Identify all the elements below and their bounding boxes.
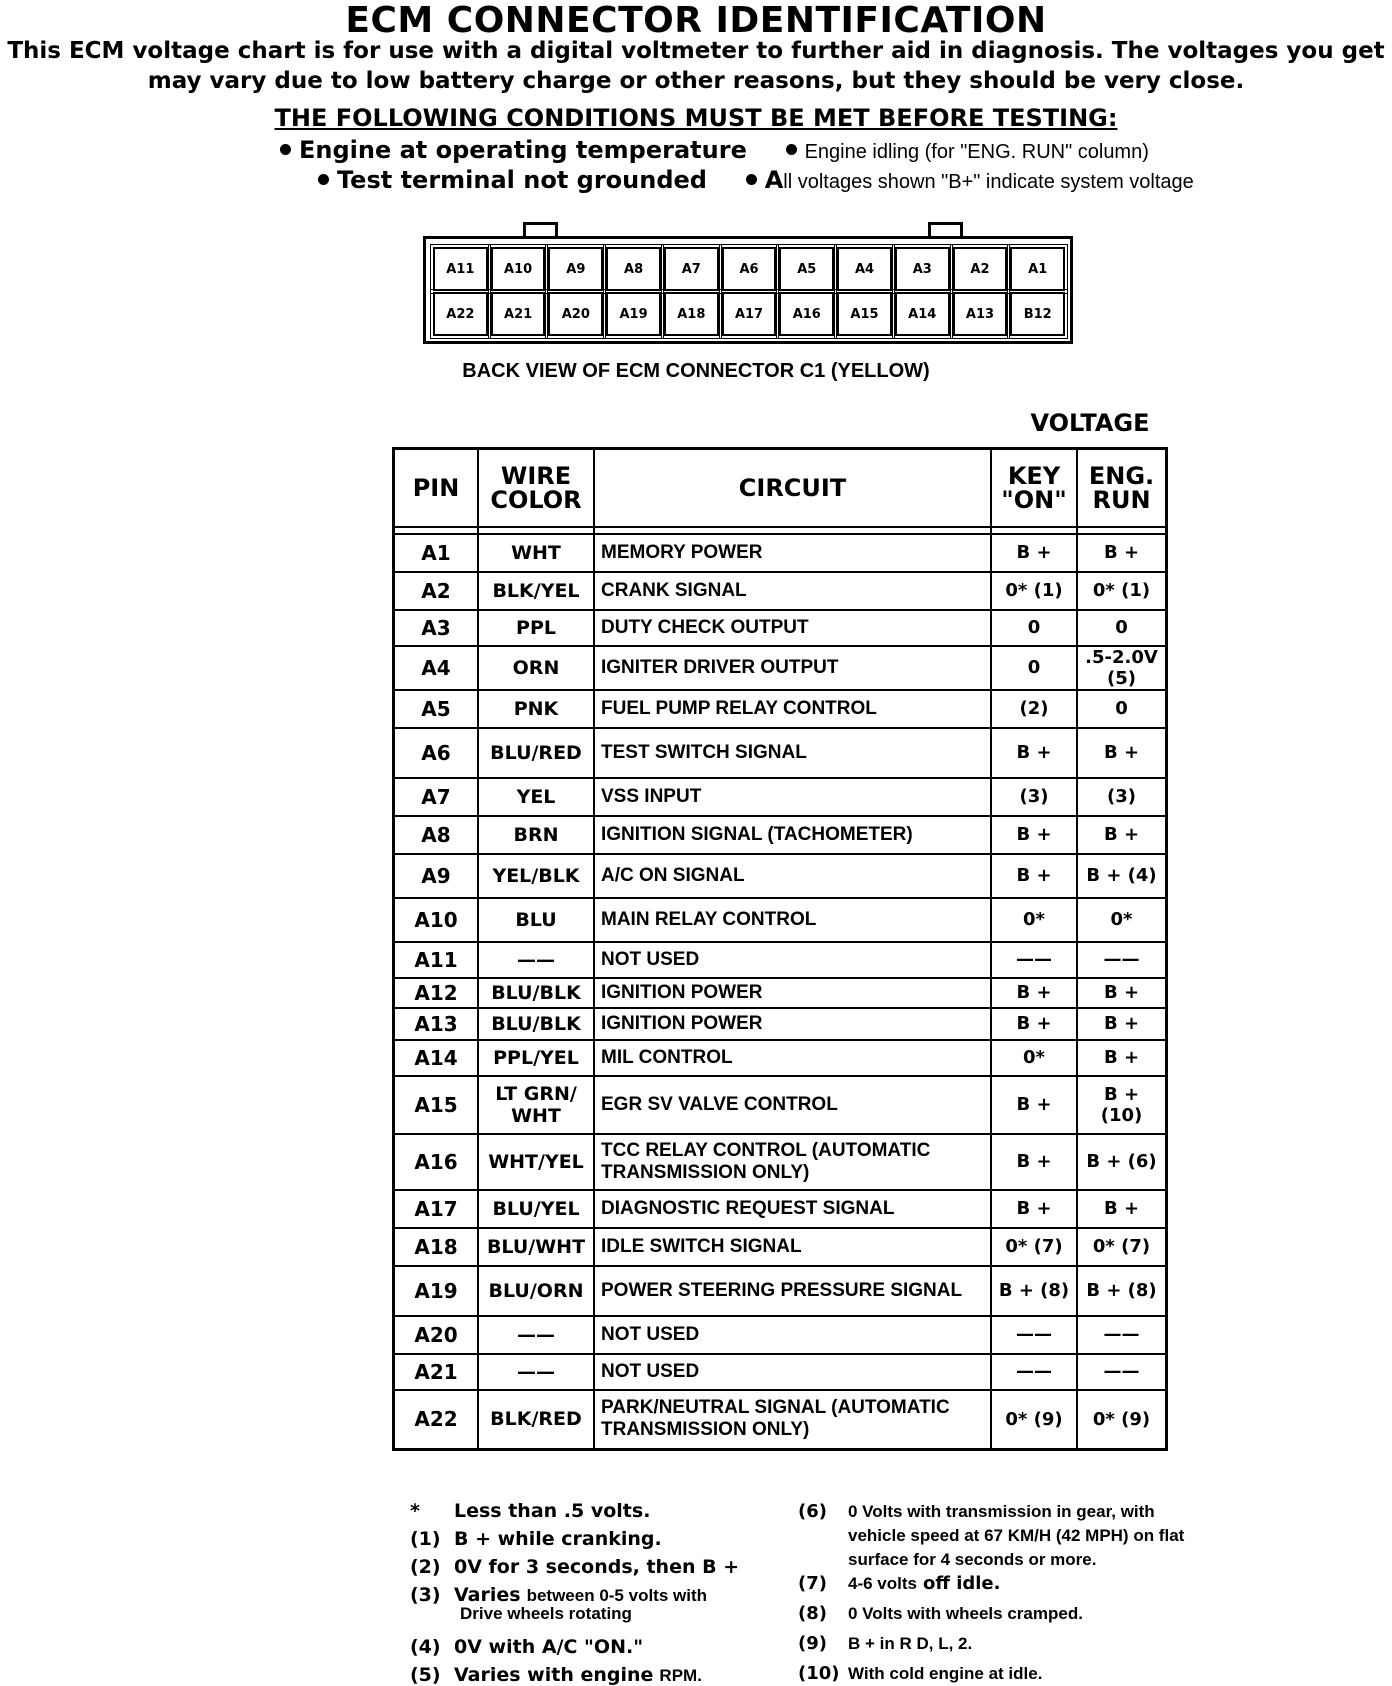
bullet-icon	[786, 144, 797, 155]
circuit-cell: IGNITER DRIVER OUTPUT	[594, 646, 991, 690]
table-row	[394, 1390, 1167, 1450]
key-on-voltage-cell: 0*	[991, 1040, 1077, 1076]
footnote-symbol: (10)	[798, 1663, 840, 1684]
key-on-voltage-cell: B +	[991, 728, 1077, 778]
footnote	[798, 1572, 1000, 1596]
connector-pin: A18	[664, 292, 719, 336]
pin-cell: A7	[394, 778, 479, 816]
key-on-voltage-cell: 0*	[991, 898, 1077, 942]
table-row	[394, 1354, 1167, 1390]
condition-test-terminal: Test terminal not grounded	[337, 166, 707, 194]
footnote-symbol: (5)	[410, 1664, 441, 1686]
connector-pin: A17	[722, 292, 777, 336]
footnote-text: 0V with A/C "ON."	[454, 1636, 644, 1658]
connector-pin: A10	[491, 247, 546, 291]
wire-color-cell: ——	[478, 1316, 594, 1354]
footnote	[798, 1602, 1083, 1626]
key-on-voltage-cell: ——	[991, 942, 1077, 978]
circuit-cell: IDLE SWITCH SIGNAL	[594, 1228, 991, 1266]
table-row	[394, 978, 1167, 1008]
footnote	[410, 1528, 662, 1550]
condition-voltage-b-letter: A	[764, 166, 784, 194]
table-row	[394, 816, 1167, 854]
pin-cell: A17	[394, 1190, 479, 1228]
connector-pin: A8	[606, 247, 661, 291]
eng-run-voltage-cell: B +	[1077, 1040, 1167, 1076]
key-on-voltage-cell: B +	[991, 534, 1077, 572]
table-row	[394, 646, 1167, 690]
footnote	[410, 1556, 739, 1578]
connector-pin: A9	[548, 247, 603, 291]
pin-cell: A8	[394, 816, 479, 854]
footnote-line-2: Drive wheels rotating	[460, 1604, 632, 1623]
circuit-cell: TEST SWITCH SIGNAL	[594, 728, 991, 778]
pin-cell: A21	[394, 1354, 479, 1390]
wire-color-cell: ——	[478, 942, 594, 978]
table-row	[394, 1316, 1167, 1354]
wire-color-cell: WHT/YEL	[478, 1134, 594, 1190]
eng-run-voltage-cell: B +	[1077, 534, 1167, 572]
header-eng-run	[1077, 449, 1167, 527]
connector-pin: B12	[1010, 292, 1065, 336]
key-on-voltage-cell: B +	[991, 978, 1077, 1008]
footnote	[410, 1664, 702, 1686]
conditions-heading: THE FOLLOWING CONDITIONS MUST BE MET BEFORE TESTING:	[274, 104, 1118, 132]
wire-color-cell: PNK	[478, 690, 594, 728]
eng-run-voltage-cell: ——	[1077, 942, 1167, 978]
header-key-line-1: KEY	[1007, 461, 1061, 490]
header-wire-color	[478, 449, 594, 527]
footnote-text: B + while cranking.	[454, 1528, 662, 1550]
header-key-on	[991, 449, 1077, 527]
circuit-cell: FUEL PUMP RELAY CONTROL	[594, 690, 991, 728]
footnote	[798, 1662, 1042, 1686]
condition-row-2	[318, 166, 1194, 194]
footnote-text: 4-6 volts	[848, 1574, 917, 1593]
key-on-voltage-cell: 0* (9)	[991, 1390, 1077, 1450]
eng-run-voltage-cell: B +	[1077, 1190, 1167, 1228]
connector-pin: A5	[779, 247, 834, 291]
connector-pin: A21	[491, 292, 546, 336]
connector-pin: A3	[895, 247, 950, 291]
footnote	[798, 1500, 1184, 1572]
wire-color-cell: BLU/BLK	[478, 1008, 594, 1040]
pin-cell: A22	[394, 1390, 479, 1450]
wire-color-cell: BRN	[478, 816, 594, 854]
connector-pin: A22	[433, 292, 488, 336]
footnote-small-text: between 0-5 volts with	[526, 1586, 708, 1605]
connector-pin: A7	[664, 247, 719, 291]
eng-run-voltage-cell: B + (10)	[1077, 1076, 1167, 1134]
eng-run-voltage-cell: ——	[1077, 1316, 1167, 1354]
table-header-row	[394, 449, 1167, 527]
table-row	[394, 1008, 1167, 1040]
table-body	[394, 534, 1167, 1450]
pin-cell: A15	[394, 1076, 479, 1134]
table-row	[394, 1228, 1167, 1266]
footnote	[410, 1584, 707, 1624]
eng-run-voltage-cell: 0	[1077, 610, 1167, 646]
condition-row-1	[280, 136, 1149, 164]
connector-pin: A19	[606, 292, 661, 336]
table-row	[394, 534, 1167, 572]
circuit-cell: NOT USED	[594, 942, 991, 978]
header-separator	[394, 527, 1167, 534]
header-key-line-2: "ON"	[1001, 485, 1067, 514]
pin-cell: A1	[394, 534, 479, 572]
table-row	[394, 1076, 1167, 1134]
header-pin: PIN	[394, 449, 479, 527]
header-wire-line-2: COLOR	[490, 485, 582, 514]
circuit-cell: TCC RELAY CONTROL (AUTOMATIC TRANSMISSION ONLY)	[594, 1134, 991, 1190]
circuit-cell: POWER STEERING PRESSURE SIGNAL	[594, 1266, 991, 1316]
wire-color-cell: BLK/RED	[478, 1390, 594, 1450]
header-eng-line-2: RUN	[1092, 485, 1151, 514]
wire-color-cell: YEL	[478, 778, 594, 816]
key-on-voltage-cell: B +	[991, 1134, 1077, 1190]
footnote-symbol: (6)	[798, 1501, 827, 1522]
connector-pin: A1	[1010, 247, 1065, 291]
table-row	[394, 610, 1167, 646]
page-title: ECM CONNECTOR IDENTIFICATION	[345, 0, 1047, 41]
eng-run-voltage-cell: B + (6)	[1077, 1134, 1167, 1190]
footnote-small-text: RPM.	[659, 1666, 702, 1685]
header-circuit: CIRCUIT	[594, 449, 991, 527]
table-row	[394, 1190, 1167, 1228]
footnote	[798, 1632, 972, 1656]
connector-pin: A6	[722, 247, 777, 291]
connector-pin: A15	[837, 292, 892, 336]
eng-run-voltage-cell: B + (8)	[1077, 1266, 1167, 1316]
wire-color-cell: BLU/ORN	[478, 1266, 594, 1316]
pin-cell: A10	[394, 898, 479, 942]
pin-cell: A11	[394, 942, 479, 978]
pin-cell: A14	[394, 1040, 479, 1076]
footnote-symbol: (1)	[410, 1528, 441, 1550]
connector-pin: A13	[953, 292, 1008, 336]
key-on-voltage-cell: 0	[991, 610, 1077, 646]
table-row	[394, 898, 1167, 942]
footnote-text: With cold engine at idle.	[848, 1664, 1043, 1683]
circuit-cell: VSS INPUT	[594, 778, 991, 816]
eng-run-voltage-cell: 0* (7)	[1077, 1228, 1167, 1266]
connector-pin: A20	[548, 292, 603, 336]
circuit-cell: PARK/NEUTRAL SIGNAL (AUTOMATIC TRANSMISSION ONLY)	[594, 1390, 991, 1450]
pin-cell: A4	[394, 646, 479, 690]
connector-pin: A2	[953, 247, 1008, 291]
intro-line-2: may vary due to low battery charge or other reasons, but they should be very close.	[147, 68, 1245, 94]
footnote-text: 0 Volts with transmission in gear, with	[848, 1502, 1155, 1521]
connector-top-row	[433, 247, 1065, 291]
footnote-line3: surface for 4 seconds or more.	[848, 1550, 1097, 1569]
eng-run-voltage-cell: B + (4)	[1077, 854, 1167, 898]
wire-color-cell: YEL/BLK	[478, 854, 594, 898]
pin-cell: A2	[394, 572, 479, 610]
circuit-cell: DUTY CHECK OUTPUT	[594, 610, 991, 646]
wire-color-cell: BLU/BLK	[478, 978, 594, 1008]
bullet-icon	[746, 174, 757, 185]
connector-bottom-row	[433, 292, 1065, 336]
wire-color-cell: PPL	[478, 610, 594, 646]
pin-cell: A18	[394, 1228, 479, 1266]
footnote-symbol: (7)	[798, 1573, 827, 1594]
connector-pin: A16	[779, 292, 834, 336]
footnote-symbol: (2)	[410, 1556, 441, 1578]
pin-cell: A13	[394, 1008, 479, 1040]
wire-color-cell: LT GRN/ WHT	[478, 1076, 594, 1134]
wire-color-cell: WHT	[478, 534, 594, 572]
footnote-text: 0V for 3 seconds, then B +	[454, 1556, 740, 1578]
circuit-cell: MAIN RELAY CONTROL	[594, 898, 991, 942]
pin-cell: A20	[394, 1316, 479, 1354]
key-on-voltage-cell: B + (8)	[991, 1266, 1077, 1316]
connector-pin: A4	[837, 247, 892, 291]
wire-color-cell: BLU/WHT	[478, 1228, 594, 1266]
circuit-cell: NOT USED	[594, 1354, 991, 1390]
header-wire-line-1: WIRE	[500, 461, 572, 490]
connector-pin: A14	[895, 292, 950, 336]
eng-run-voltage-cell: 0* (9)	[1077, 1390, 1167, 1450]
wire-color-cell: PPL/YEL	[478, 1040, 594, 1076]
key-on-voltage-cell: 0* (7)	[991, 1228, 1077, 1266]
footnote-symbol: (8)	[798, 1603, 827, 1624]
table-row	[394, 854, 1167, 898]
key-on-voltage-cell: 0* (1)	[991, 572, 1077, 610]
pin-cell: A6	[394, 728, 479, 778]
header-eng-line-1: ENG.	[1088, 461, 1155, 490]
condition-engine-temp: Engine at operating temperature	[299, 136, 747, 164]
key-on-voltage-cell: (3)	[991, 778, 1077, 816]
pin-cell: A16	[394, 1134, 479, 1190]
circuit-cell: IGNITION SIGNAL (TACHOMETER)	[594, 816, 991, 854]
intro-line-1: This ECM voltage chart is for use with a digital voltmeter to further aid in diagnosis. The voltages you get	[7, 38, 1385, 64]
pin-cell: A3	[394, 610, 479, 646]
bullet-icon	[280, 144, 291, 155]
key-on-voltage-cell: B +	[991, 1008, 1077, 1040]
footnote-symbol: (3)	[410, 1584, 441, 1606]
footnote	[410, 1500, 650, 1522]
key-on-voltage-cell: B +	[991, 816, 1077, 854]
eng-run-voltage-cell: 0	[1077, 690, 1167, 728]
footnote-symbol: (4)	[410, 1636, 441, 1658]
eng-run-voltage-cell: B +	[1077, 728, 1167, 778]
key-on-voltage-cell: B +	[991, 854, 1077, 898]
condition-voltage-b-rest: ll voltages shown "B+" indicate system voltage	[783, 171, 1194, 193]
pin-cell: A5	[394, 690, 479, 728]
key-on-voltage-cell: B +	[991, 1190, 1077, 1228]
circuit-cell: MEMORY POWER	[594, 534, 991, 572]
table-row	[394, 942, 1167, 978]
eng-run-voltage-cell: B +	[1077, 978, 1167, 1008]
footnote-text: B + in R D, L, 2.	[848, 1634, 973, 1653]
circuit-cell: CRANK SIGNAL	[594, 572, 991, 610]
connector-caption: BACK VIEW OF ECM CONNECTOR C1 (YELLOW)	[462, 360, 930, 382]
wire-color-cell: ——	[478, 1354, 594, 1390]
eng-run-voltage-cell: ——	[1077, 1354, 1167, 1390]
key-on-voltage-cell: ——	[991, 1316, 1077, 1354]
connector-pin: A11	[433, 247, 488, 291]
eng-run-voltage-cell: B +	[1077, 816, 1167, 854]
circuit-cell: IGNITION POWER	[594, 978, 991, 1008]
pin-cell: A12	[394, 978, 479, 1008]
key-on-voltage-cell: ——	[991, 1354, 1077, 1390]
table-row	[394, 1266, 1167, 1316]
footnote-text: 0 Volts with wheels cramped.	[848, 1604, 1083, 1623]
table-row	[394, 572, 1167, 610]
pin-cell: A9	[394, 854, 479, 898]
bullet-icon	[318, 174, 329, 185]
circuit-cell: DIAGNOSTIC REQUEST SIGNAL	[594, 1190, 991, 1228]
footnote	[410, 1636, 643, 1658]
footnote-text: Varies with engine	[454, 1664, 654, 1686]
footnote-bold-text: off idle.	[922, 1573, 1001, 1594]
eng-run-voltage-cell: B +	[1077, 1008, 1167, 1040]
eng-run-voltage-cell: (3)	[1077, 778, 1167, 816]
wire-color-cell: BLK/YEL	[478, 572, 594, 610]
footnote-symbol: *	[410, 1500, 420, 1522]
circuit-cell: IGNITION POWER	[594, 1008, 991, 1040]
circuit-cell: EGR SV VALVE CONTROL	[594, 1076, 991, 1134]
footnote-text: Varies	[454, 1584, 521, 1606]
condition-engine-idling: Engine idling (for "ENG. RUN" column)	[804, 141, 1149, 163]
key-on-voltage-cell: B +	[991, 1076, 1077, 1134]
table-row	[394, 778, 1167, 816]
eng-run-voltage-cell: .5-2.0V (5)	[1077, 646, 1167, 690]
circuit-cell: MIL CONTROL	[594, 1040, 991, 1076]
key-on-voltage-cell: 0	[991, 646, 1077, 690]
ecm-voltage-table	[392, 447, 1168, 1451]
circuit-cell: NOT USED	[594, 1316, 991, 1354]
table-row	[394, 1134, 1167, 1190]
wire-color-cell: BLU/RED	[478, 728, 594, 778]
wire-color-cell: BLU	[478, 898, 594, 942]
wire-color-cell: ORN	[478, 646, 594, 690]
footnote-text: Less than .5 volts.	[454, 1500, 651, 1522]
table-row	[394, 690, 1167, 728]
circuit-cell: A/C ON SIGNAL	[594, 854, 991, 898]
voltage-group-label: VOLTAGE	[1030, 409, 1150, 437]
footnote-line2: vehicle speed at 67 KM/H (42 MPH) on flat	[848, 1526, 1185, 1545]
footnote-symbol: (9)	[798, 1633, 827, 1654]
eng-run-voltage-cell: 0* (1)	[1077, 572, 1167, 610]
key-on-voltage-cell: (2)	[991, 690, 1077, 728]
pin-cell: A19	[394, 1266, 479, 1316]
eng-run-voltage-cell: 0*	[1077, 898, 1167, 942]
table-row	[394, 1040, 1167, 1076]
wire-color-cell: BLU/YEL	[478, 1190, 594, 1228]
table-row	[394, 728, 1167, 778]
